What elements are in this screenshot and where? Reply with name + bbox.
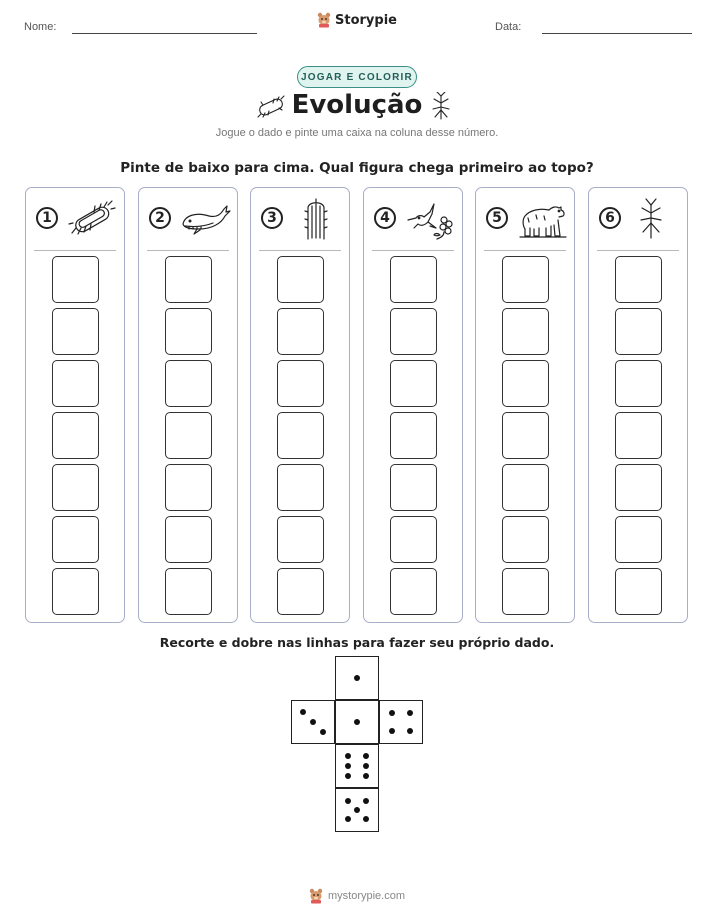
color-box[interactable] [52,256,99,303]
column-divider [34,250,116,251]
die-pip [407,728,413,734]
die-pip [363,816,369,822]
footer-site[interactable]: mystorypie.com [327,890,406,902]
die-pip [345,753,351,759]
die-pip [345,798,351,804]
color-box[interactable] [277,256,324,303]
die-pip [300,709,306,715]
die-pip [363,798,369,804]
whale-icon [179,198,231,240]
color-box[interactable] [390,516,437,563]
color-box[interactable] [390,568,437,615]
bacteria-icon [66,198,118,240]
column-6 [588,187,688,623]
die-pip [354,675,360,681]
stick-insect-icon [430,92,452,122]
dice-instruction: Recorte e dobre nas linhas para fazer seu próprio dado. [159,635,555,650]
color-box[interactable] [615,308,662,355]
die-pip [389,728,395,734]
column-divider [597,250,679,251]
color-box[interactable] [277,568,324,615]
color-box[interactable] [615,360,662,407]
color-box[interactable] [615,464,662,511]
color-box[interactable] [277,412,324,459]
footer [0,888,714,904]
column-4 [363,187,463,623]
activity-badge: JOGAR E COLORIR [297,66,417,88]
color-box[interactable] [390,360,437,407]
color-box[interactable] [52,464,99,511]
die-pip [320,729,326,735]
color-box[interactable] [52,412,99,459]
color-box[interactable] [165,308,212,355]
brand [0,12,714,28]
color-box[interactable] [165,360,212,407]
die-face-1[interactable] [335,700,379,744]
color-box[interactable] [390,256,437,303]
color-box[interactable] [277,516,324,563]
column-number: 5 [486,207,508,229]
color-box[interactable] [502,308,549,355]
instruction: Pinte de baixo para cima. Qual figura chega primeiro ao topo? [120,160,594,176]
date-label: Data: [495,21,522,33]
column-divider [259,250,341,251]
name-line[interactable] [72,33,257,34]
column-2 [138,187,238,623]
color-box[interactable] [615,256,662,303]
color-box[interactable] [502,360,549,407]
color-box[interactable] [502,568,549,615]
die-face-3[interactable] [291,700,335,744]
color-box[interactable] [165,568,212,615]
color-box[interactable] [502,516,549,563]
column-divider [372,250,454,251]
color-box[interactable] [390,412,437,459]
die-pip [310,719,316,725]
die-face-6[interactable] [335,744,379,788]
color-box[interactable] [52,516,99,563]
die-pip [407,710,413,716]
color-box[interactable] [52,360,99,407]
date-line[interactable] [542,33,692,34]
color-box[interactable] [165,256,212,303]
column-number: 6 [599,207,621,229]
color-box[interactable] [52,568,99,615]
stick-insect-icon [629,198,681,240]
color-box[interactable] [52,308,99,355]
subtitle: Jogue o dado e pinte uma caixa na coluna desse número. [215,127,499,139]
polar-bear-icon [516,198,568,240]
color-box[interactable] [615,516,662,563]
color-box[interactable] [165,464,212,511]
color-box[interactable] [390,308,437,355]
die-face-4[interactable] [379,700,423,744]
color-box[interactable] [165,516,212,563]
column-number: 4 [374,207,396,229]
name-label: Nome: [24,21,57,33]
column-number: 3 [261,207,283,229]
die-face-1[interactable] [335,656,379,700]
color-box[interactable] [165,412,212,459]
die-pip [345,816,351,822]
color-box[interactable] [502,464,549,511]
color-box[interactable] [277,308,324,355]
storypie-logo-icon [309,888,323,904]
color-box[interactable] [277,360,324,407]
die-pip [363,763,369,769]
color-box[interactable] [615,568,662,615]
die-pip [354,719,360,725]
color-box[interactable] [615,412,662,459]
column-number: 2 [149,207,171,229]
die-pip [389,710,395,716]
die-pip [363,753,369,759]
page-title: Evolução [291,90,423,120]
brand-name: Storypie [335,12,397,28]
color-box[interactable] [277,464,324,511]
column-3 [250,187,350,623]
column-number: 1 [36,207,58,229]
color-box[interactable] [502,412,549,459]
die-pip [363,773,369,779]
hummingbird-icon [404,198,456,240]
die-face-5[interactable] [335,788,379,832]
column-divider [147,250,229,251]
storypie-logo-icon [317,12,331,28]
die-pip [354,807,360,813]
color-box[interactable] [390,464,437,511]
column-divider [484,250,566,251]
column-1 [25,187,125,623]
color-box[interactable] [502,256,549,303]
column-5 [475,187,575,623]
die-pip [345,773,351,779]
die-pip [345,763,351,769]
cactus-icon [291,198,343,240]
